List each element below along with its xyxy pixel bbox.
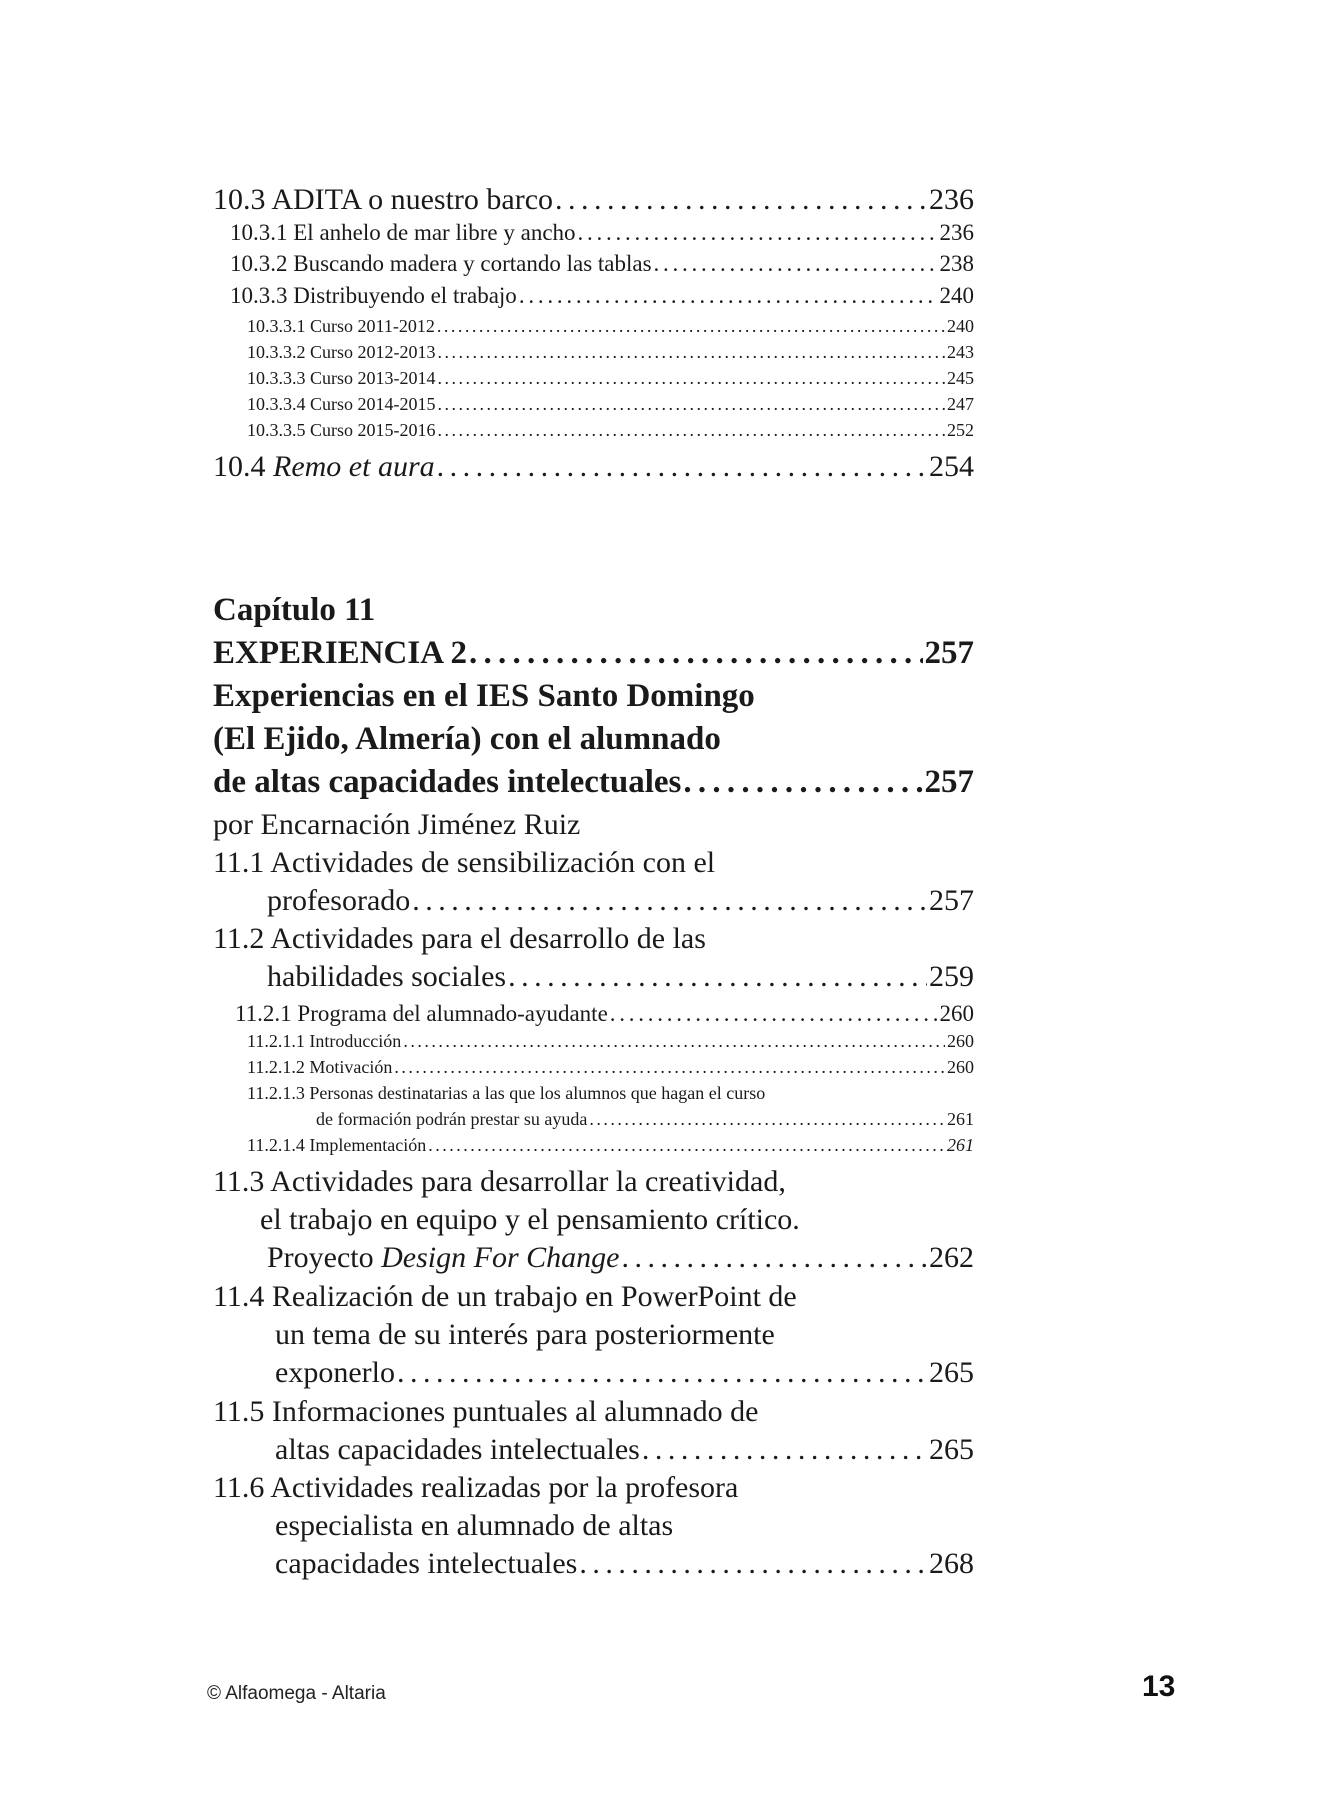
toc-entry-10-3-1[interactable]: [230, 220, 974, 246]
footer-page-number: 13: [1142, 1670, 1176, 1703]
toc-entry-label: capacidades intelectuales: [275, 1547, 578, 1580]
toc-entry-page: 265: [929, 1433, 974, 1466]
toc-entry-page: 236: [939, 220, 974, 245]
toc-entry-11-1-line-1[interactable]: 11.1 Actividades de sensibilización con el: [213, 846, 716, 879]
toc-entry-page: 243: [947, 342, 974, 362]
toc-entry-label: 10.3.3.1 Curso 2011-2012: [247, 316, 435, 336]
toc-entry-11-6-line-1[interactable]: 11.6 Actividades realizadas por la profesora: [213, 1471, 739, 1504]
toc-entry-label: 10.3.1 El anhelo de mar libre y ancho: [230, 220, 576, 245]
chapter-title-line-2: (El Ejido, Almería) con el alumnado: [213, 721, 721, 757]
toc-entry-11-2-1-2[interactable]: [247, 1057, 974, 1078]
toc-entry-11-2-line-1[interactable]: 11.2 Actividades para el desarrollo de las: [213, 922, 706, 955]
toc-entry-label: 10.3.3 Distribuyendo el trabajo: [230, 283, 517, 308]
toc-entry-11-4-line-1[interactable]: 11.4 Realización de un trabajo en PowerPoint de: [213, 1280, 797, 1313]
toc-entry-11-6-line-2[interactable]: especialista en alumnado de altas: [275, 1509, 674, 1542]
chapter-author: por Encarnación Jiménez Ruiz: [213, 808, 581, 841]
toc-entry-label: 10.3.3.3 Curso 2013-2014: [247, 368, 436, 388]
toc-entry-11-4[interactable]: [275, 1356, 974, 1390]
toc-entry-11-6[interactable]: [275, 1547, 974, 1581]
toc-entry-label: 10.3.2 Buscando madera y cortando las tablas: [230, 251, 652, 276]
toc-entry-page: 257: [924, 764, 974, 800]
toc-entry-10-3-3-2[interactable]: [247, 342, 974, 363]
toc-entry-page: 254: [929, 450, 974, 483]
toc-entry-11-2-1[interactable]: [235, 1001, 974, 1027]
footer-publisher: © Alfaomega - Altaria: [207, 1683, 386, 1704]
toc-entry-10-4[interactable]: [213, 450, 974, 484]
toc-entry-label: Proyecto Design For Change: [267, 1241, 620, 1274]
toc-entry-10-3-3-3[interactable]: [247, 368, 974, 389]
toc-entry-label: 11.2.1.2 Motivación: [247, 1057, 393, 1077]
toc-entry-page: 261: [947, 1135, 974, 1155]
toc-entry-page: 262: [929, 1241, 974, 1274]
toc-entry-page: 236: [929, 183, 974, 216]
toc-entry-11-5-line-1[interactable]: 11.5 Informaciones puntuales al alumnado de: [213, 1395, 759, 1428]
chapter-title-line-1: Experiencias en el IES Santo Domingo: [213, 678, 755, 714]
toc-entry-page: 259: [929, 960, 974, 993]
toc-entry-10-3-3-5[interactable]: [247, 420, 974, 441]
toc-entry-11-2-1-4[interactable]: [247, 1135, 974, 1156]
toc-entry-11-3-line-2[interactable]: el trabajo en equipo y el pensamiento crítico.: [260, 1203, 800, 1236]
toc-entry-label: 10.3.3.5 Curso 2015-2016: [247, 420, 436, 440]
toc-entry-11-3[interactable]: [267, 1241, 974, 1275]
toc-entry-label: profesorado: [267, 884, 411, 917]
toc-entry-label: 10.3 ADITA o nuestro barco: [213, 183, 554, 216]
toc-entry-label: 10.3.3.2 Curso 2012-2013: [247, 342, 436, 362]
toc-entry-page: 252: [947, 420, 974, 440]
toc-entry-11-2-1-3[interactable]: [316, 1109, 974, 1130]
toc-entry-page: 268: [929, 1547, 974, 1580]
toc-entry-label: de altas capacidades intelectuales: [213, 764, 682, 800]
toc-entry-page: 240: [947, 316, 974, 336]
toc-entry-11-5[interactable]: [275, 1433, 974, 1467]
toc-entry-page: 265: [929, 1356, 974, 1389]
toc-entry-10-3-2[interactable]: [230, 251, 974, 277]
toc-entry-label: 11.2.1.4 Implementación: [247, 1135, 427, 1155]
toc-entry-11-1[interactable]: [267, 884, 974, 918]
toc-entry-page: 260: [947, 1057, 974, 1077]
toc-entry-label: EXPERIENCIA 2: [213, 635, 467, 671]
toc-entry-label: 10.3.3.4 Curso 2014-2015: [247, 394, 436, 414]
toc-entry-page: 260: [947, 1031, 974, 1051]
toc-entry-10-3[interactable]: [213, 183, 974, 217]
toc-entry-10-3-3[interactable]: [230, 283, 974, 309]
chapter-heading: Capítulo 11: [213, 592, 376, 628]
toc-entry-page: 245: [947, 368, 974, 388]
toc-entry-label: de formación podrán prestar su ayuda: [316, 1109, 588, 1129]
toc-entry-page: 240: [939, 283, 974, 308]
toc-entry-page: 261: [947, 1109, 974, 1129]
toc-entry-experiencia-2[interactable]: [213, 635, 974, 672]
toc-entry-11-4-line-2[interactable]: un tema de su interés para posteriormente: [275, 1318, 775, 1351]
toc-entry-chapter-title[interactable]: [213, 764, 974, 801]
toc-entry-11-2-1-3-line-1[interactable]: 11.2.1.3 Personas destinatarias a las que los alumnos que hagan el curso: [247, 1083, 766, 1103]
toc-entry-10-3-3-4[interactable]: [247, 394, 974, 415]
toc-entry-page: 247: [947, 394, 974, 414]
toc-entry-label: 10.4 Remo et aura: [213, 450, 435, 483]
toc-entry-page: 260: [939, 1001, 974, 1026]
toc-entry-label: 11.2.1 Programa del alumnado-ayudante: [235, 1001, 608, 1026]
toc-entry-label: altas capacidades intelectuales: [275, 1433, 640, 1466]
toc-entry-page: 257: [929, 884, 974, 917]
toc-entry-11-2[interactable]: [267, 960, 974, 994]
toc-entry-label: habilidades sociales: [267, 960, 507, 993]
toc-entry-label: exponerlo: [275, 1356, 395, 1389]
toc-entry-page: 257: [924, 635, 974, 671]
toc-entry-10-3-3-1[interactable]: [247, 316, 974, 337]
toc-entry-label: 11.2.1.1 Introducción: [247, 1031, 402, 1051]
toc-entry-11-2-1-1[interactable]: [247, 1031, 974, 1052]
toc-entry-page: 238: [939, 251, 974, 276]
toc-entry-11-3-line-1[interactable]: 11.3 Actividades para desarrollar la creatividad,: [213, 1165, 786, 1198]
